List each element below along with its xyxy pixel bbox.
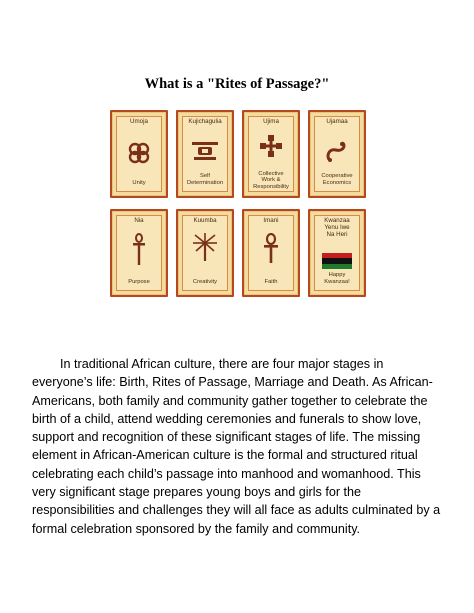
card-ujima	[242, 110, 300, 198]
card-title: Imani	[263, 217, 279, 224]
ankh-staff-icon	[130, 233, 148, 267]
starburst-icon	[190, 231, 220, 263]
card-title: Ujamaa	[326, 118, 348, 125]
card-label: Unity	[132, 179, 146, 186]
card-title: Kujichagulia	[188, 118, 222, 125]
card-imani	[242, 209, 300, 297]
card-title: Umoja	[130, 118, 148, 125]
card-label: Cooperative Economics	[321, 173, 353, 186]
card-title: Kwanzaa Yenu Iwe Na Heri	[324, 217, 350, 238]
paragraph-text: In traditional African culture, there are four major stages in everyone’s life: Birth, Rites of Passage, Marriage and Death. As African-Americans, both family and community gather together to celebrate the birth of a child, attend wedding ceremonies and funerals to show love, support and recognition of these significant stages of life. The missing element in African-American culture is the formal and structured ritual celebrating each child’s passage into manhood and womanhood. This very significant stage prepares young boys and girls for the responsibilities and challenges they will all face as adults culminated by a formal celebration sponsored by the family and community.	[32, 357, 441, 536]
kwanzaa-principles-image	[110, 110, 366, 300]
card-kujichagulia	[176, 110, 234, 198]
card-label: Creativity	[192, 278, 218, 285]
page-title: What is a "Rites of Passage?"	[144, 76, 330, 92]
card-label: Self Determination	[186, 173, 224, 186]
altar-icon	[190, 140, 220, 162]
s-curve-icon	[324, 140, 350, 166]
interlocking-knot-icon	[126, 140, 152, 166]
ankh-icon	[262, 233, 280, 265]
body-paragraph	[32, 355, 442, 538]
card-label: Happy Kwanzaa!	[324, 272, 350, 285]
card-ujamaa	[308, 110, 366, 198]
card-title: Nia	[134, 217, 144, 224]
card-nia	[110, 209, 168, 297]
cross-squares-icon	[259, 134, 283, 158]
card-label: Collective Work & Responsibility	[253, 170, 289, 190]
card-label: Purpose	[128, 278, 150, 285]
card-happy-kwanzaa	[308, 209, 366, 297]
card-title: Kuumba	[193, 217, 217, 224]
card-title: Ujima	[263, 118, 279, 125]
card-umoja	[110, 110, 168, 198]
flag-icon	[322, 253, 352, 269]
card-label: Faith	[264, 278, 278, 285]
card-kuumba	[176, 209, 234, 297]
